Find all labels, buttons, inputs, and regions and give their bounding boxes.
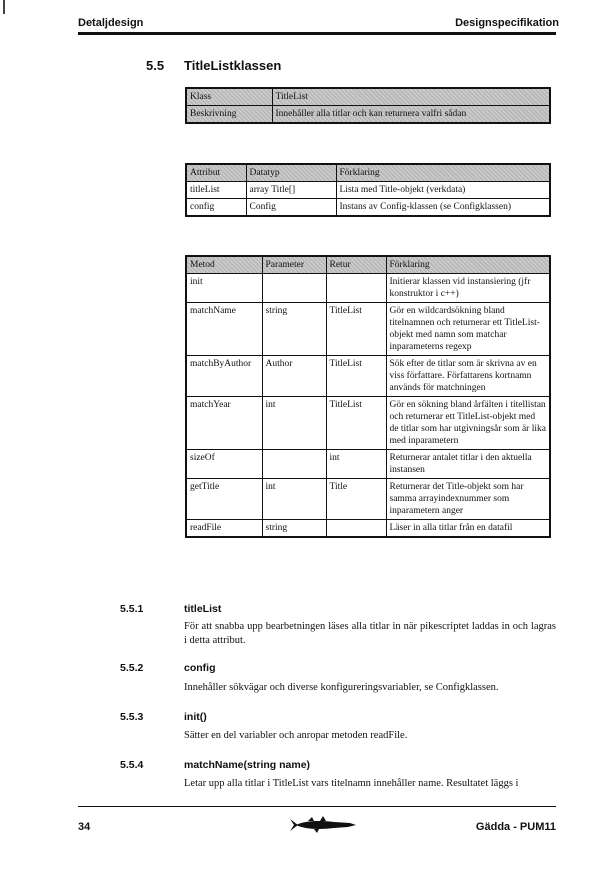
method-explanation: Sök efter de titlar som är skrivna av en viss författare. Författarens kortnamn används för matchningen bbox=[386, 356, 550, 397]
method-parameter: int bbox=[262, 479, 326, 520]
method-explanation: Initierar klassen vid instansiering (jfr konstruktor i c++) bbox=[386, 274, 550, 303]
method-return bbox=[326, 520, 386, 538]
table-row bbox=[186, 520, 550, 538]
pike-fish-icon bbox=[288, 815, 358, 835]
header-rule bbox=[78, 32, 556, 35]
subsection-text: Sätter en del variabler och anropar metoden readFile. bbox=[184, 730, 408, 741]
subsection-text: Innehåller sökvägar och diverse konfigureringsvariabler, se Configklassen. bbox=[184, 682, 499, 693]
parameter-header: Parameter bbox=[262, 256, 326, 274]
header-left: Detaljdesign bbox=[78, 17, 144, 29]
attribute-name: config bbox=[186, 199, 246, 217]
explanation-header: Förklaring bbox=[386, 256, 550, 274]
return-header: Retur bbox=[326, 256, 386, 274]
method-explanation: Returnerar antalet titlar i den aktuella instansen bbox=[386, 450, 550, 479]
table-row bbox=[186, 199, 550, 217]
subsection-number: 5.5.2 bbox=[120, 662, 144, 674]
method-parameter: int bbox=[262, 397, 326, 450]
method-parameter bbox=[262, 274, 326, 303]
subsection-title: init() bbox=[184, 711, 207, 723]
subsection-number: 5.5.3 bbox=[120, 711, 144, 723]
method-parameter: string bbox=[262, 303, 326, 356]
attribute-header: Attribut bbox=[186, 164, 246, 182]
method-name: getTitle bbox=[186, 479, 262, 520]
class-value: TitleList bbox=[272, 88, 550, 106]
subsection-text: För att snabba upp bearbetningen läses alla titlar in när pikescriptet laddas in och lagras i detta attribut. bbox=[184, 621, 556, 646]
method-name: readFile bbox=[186, 520, 262, 538]
method-explanation: Returnerar det Title-objekt som har samma arrayindexnummer som inparametern anger bbox=[386, 479, 550, 520]
method-name: matchByAuthor bbox=[186, 356, 262, 397]
method-return: TitleList bbox=[326, 303, 386, 356]
page-number: 34 bbox=[78, 821, 91, 833]
attribute-explanation: Lista med Title-objekt (verkdata) bbox=[336, 182, 550, 199]
explanation-header: Förklaring bbox=[336, 164, 550, 182]
subsection-number: 5.5.1 bbox=[120, 603, 144, 615]
class-label: Klass bbox=[186, 88, 272, 106]
attribute-name: titleList bbox=[186, 182, 246, 199]
method-return: TitleList bbox=[326, 397, 386, 450]
datatype-header: Datatyp bbox=[246, 164, 336, 182]
subsection-number: 5.5.4 bbox=[120, 759, 144, 771]
description-label: Beskrivning bbox=[186, 106, 272, 124]
method-name: sizeOf bbox=[186, 450, 262, 479]
attribute-table bbox=[185, 163, 551, 217]
section-title: TitleListklassen bbox=[184, 58, 282, 73]
method-name: matchName bbox=[186, 303, 262, 356]
footer-rule bbox=[78, 806, 556, 807]
subsection-title: config bbox=[184, 662, 216, 674]
method-return: TitleList bbox=[326, 356, 386, 397]
subsection-title: matchName(string name) bbox=[184, 759, 311, 771]
table-row bbox=[186, 479, 550, 520]
table-row bbox=[186, 356, 550, 397]
method-return: Title bbox=[326, 479, 386, 520]
footer-title: Gädda - PUM11 bbox=[475, 821, 556, 833]
method-header-row bbox=[186, 256, 550, 274]
method-name: matchYear bbox=[186, 397, 262, 450]
attribute-header-row bbox=[186, 164, 550, 182]
attribute-type: Config bbox=[246, 199, 336, 217]
table-row bbox=[186, 303, 550, 356]
description-value: Innehåller alla titlar och kan returnera valfri sådan bbox=[272, 106, 550, 124]
method-explanation: Gör en sökning bland årfälten i titellistan och returnerar ett TitleList-objekt med de titlar som har utgivningsår som är lika med inparametern bbox=[386, 397, 550, 450]
attribute-type: array Title[] bbox=[246, 182, 336, 199]
table-row bbox=[186, 450, 550, 479]
section-number: 5.5 bbox=[146, 58, 165, 73]
method-table bbox=[185, 255, 551, 538]
method-parameter: string bbox=[262, 520, 326, 538]
subsection-text: Letar upp alla titlar i TitleList vars titelnamn innehåller name. Resultatet läggs i bbox=[184, 778, 519, 789]
header-right: Designspecifikation bbox=[455, 17, 559, 29]
method-explanation: Läser in alla titlar från en datafil bbox=[386, 520, 550, 538]
class-row bbox=[186, 88, 550, 106]
attribute-explanation: Instans av Config-klassen (se Configklassen) bbox=[336, 199, 550, 217]
description-row bbox=[186, 106, 550, 124]
method-return: int bbox=[326, 450, 386, 479]
method-parameter bbox=[262, 450, 326, 479]
table-row bbox=[186, 274, 550, 303]
margin-line bbox=[3, 0, 5, 14]
method-return bbox=[326, 274, 386, 303]
class-table bbox=[185, 87, 551, 124]
table-row bbox=[186, 397, 550, 450]
subsection-title: titleList bbox=[184, 603, 222, 615]
method-parameter: Author bbox=[262, 356, 326, 397]
method-header: Metod bbox=[186, 256, 262, 274]
table-row bbox=[186, 182, 550, 199]
method-name: init bbox=[186, 274, 262, 303]
method-explanation: Gör en wildcardsökning bland titelnamnen och returnerar ett TitleList-objekt med namn som matchar inparameterns regexp bbox=[386, 303, 550, 356]
